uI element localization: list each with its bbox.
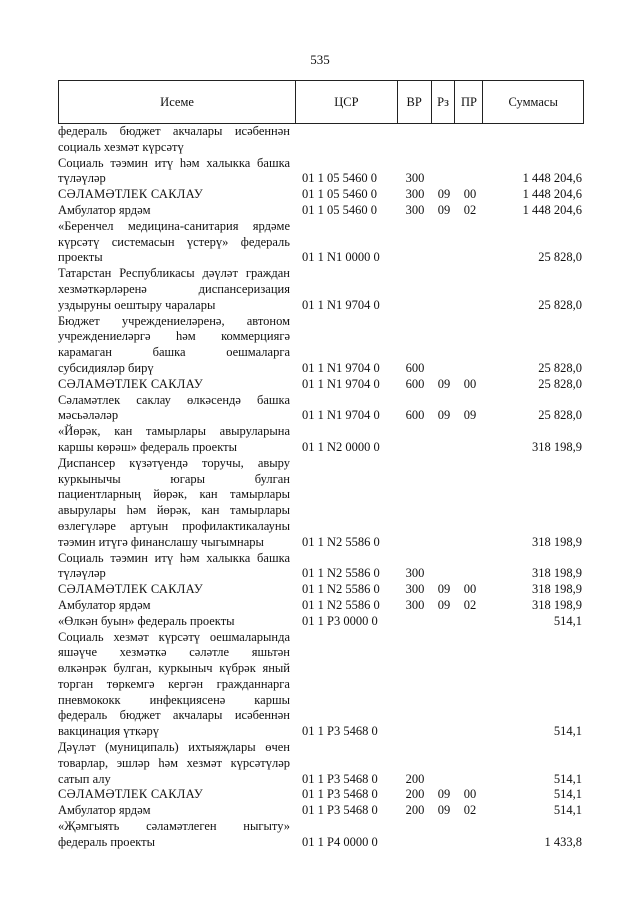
row-csr: 01 1 N2 5586 0 xyxy=(302,597,380,612)
row-name-line: торган төркемгә кергән гражданнарга xyxy=(58,676,290,691)
row-csr: 01 1 P4 0000 0 xyxy=(302,834,378,849)
row-name xyxy=(58,187,296,203)
row-name xyxy=(58,393,296,425)
row-csr: 01 1 P3 5468 0 xyxy=(302,724,378,739)
row-name xyxy=(58,740,296,787)
table-row xyxy=(58,740,584,787)
row-name-line: карамаган башка оешмаларга xyxy=(58,345,290,360)
table-row xyxy=(58,203,584,219)
table-row xyxy=(58,582,584,598)
row-pr: 00 xyxy=(463,582,477,597)
row-name xyxy=(58,819,296,851)
row-vr: 300 xyxy=(405,202,425,217)
row-csr: 01 1 N1 9704 0 xyxy=(302,297,380,312)
row-name-line: авырулары һәм йөрәк, кан тамырлары xyxy=(58,503,290,518)
row-name-line: Амбулатор ярдәм xyxy=(58,597,151,612)
row-name xyxy=(58,424,296,456)
row-name-line: өлкәнрәк булган, куркыныч күбрәк яный xyxy=(58,661,290,676)
row-name-line: пациентларның йөрәк, кан тамырлары xyxy=(58,487,290,502)
table-row xyxy=(58,614,584,630)
row-vr: 300 xyxy=(405,171,425,186)
table-row xyxy=(58,266,584,313)
row-csr: 01 1 N1 9704 0 xyxy=(302,360,380,375)
row-sum: 318 198,9 xyxy=(532,597,582,612)
row-csr: 01 1 P3 5468 0 xyxy=(302,787,378,802)
row-name-line: Диспансер күзәтүендә торучы, авыру xyxy=(58,455,290,470)
row-csr: 01 1 N2 5586 0 xyxy=(302,582,380,597)
row-rz: 09 xyxy=(437,787,451,802)
row-name-line: учреждениеләргә һәм коммерциягә xyxy=(58,329,290,344)
header-name: Исеме xyxy=(59,81,296,123)
table-row xyxy=(58,630,584,741)
row-name-line: мәсьәләләр xyxy=(58,408,119,423)
row-name-line: вакцинация үткәрү xyxy=(58,724,160,739)
row-name-line: яшәүче хезмәткә сәләтле яшьтән xyxy=(58,645,290,660)
row-name-line: Амбулатор ярдәм xyxy=(58,803,151,818)
row-csr: 01 1 N2 0000 0 xyxy=(302,439,380,454)
row-sum: 514,1 xyxy=(553,724,582,739)
row-name-line: хезмәткәрләренә диспансеризация xyxy=(58,281,290,296)
row-csr: 01 1 N1 0000 0 xyxy=(302,250,380,265)
row-rz: 09 xyxy=(437,597,451,612)
row-sum: 1 448 204,6 xyxy=(522,202,582,217)
row-rz: 09 xyxy=(437,803,451,818)
row-name-line: Дәүләт (муниципаль) ихтыяҗлары өчен xyxy=(58,740,290,755)
row-name-line: Социаль тәэмин итү һәм халыкка башка xyxy=(58,155,290,170)
row-name-line: Татарстан Республикасы дәүләт граждан xyxy=(58,266,290,281)
row-name xyxy=(58,124,296,156)
row-sum: 318 198,9 xyxy=(532,566,582,581)
row-name-line: түләүләр xyxy=(58,566,106,581)
row-name xyxy=(58,314,296,377)
row-vr: 200 xyxy=(405,787,425,802)
row-vr: 300 xyxy=(405,597,425,612)
row-vr: 600 xyxy=(405,376,425,391)
row-name-line: каршы көрәш» федераль проекты xyxy=(58,439,237,454)
row-sum: 1 448 204,6 xyxy=(522,171,582,186)
row-name-line: куркынычы югары булган xyxy=(58,471,290,486)
row-name-line: «Беренчел медицина-санитария ярдәме xyxy=(58,218,290,233)
page-number: 535 xyxy=(310,52,330,67)
table-header xyxy=(58,80,584,124)
row-csr: 01 1 05 5460 0 xyxy=(302,202,377,217)
row-sum: 25 828,0 xyxy=(538,360,582,375)
row-name xyxy=(58,787,296,803)
table-row xyxy=(58,377,584,393)
row-name xyxy=(58,203,296,219)
table-row xyxy=(58,424,584,456)
row-name xyxy=(58,598,296,614)
row-rz: 09 xyxy=(437,582,451,597)
row-vr: 300 xyxy=(405,582,425,597)
row-pr: 09 xyxy=(463,408,477,423)
row-name-line: сатып алу xyxy=(58,771,111,786)
row-sum: 25 828,0 xyxy=(538,297,582,312)
row-sum: 1 433,8 xyxy=(544,834,582,849)
row-name-line: СӘЛАМӘТЛЕК САКЛАУ xyxy=(58,187,204,202)
row-rz: 09 xyxy=(437,408,451,423)
row-name-line: федераль бюджет акчалары исәбеннән xyxy=(58,708,290,723)
row-rz: 09 xyxy=(437,187,451,202)
table-row xyxy=(58,803,584,819)
row-csr: 01 1 P3 0000 0 xyxy=(302,613,378,628)
row-sum: 318 198,9 xyxy=(532,582,582,597)
row-name xyxy=(58,456,296,551)
row-name-line: Социаль тәэмин итү һәм халыкка башка xyxy=(58,550,290,565)
row-name-line: тәэмин итүгә финанслашу чыгымнары xyxy=(58,534,264,549)
row-name-line: Социаль хезмәт күрсәтү оешмаларында xyxy=(58,629,290,644)
row-name-line: күрсәтү системасын үстерү» федераль xyxy=(58,234,290,249)
row-name xyxy=(58,377,296,393)
table-row xyxy=(58,393,584,425)
row-sum: 514,1 xyxy=(553,803,582,818)
row-name xyxy=(58,614,296,630)
row-vr: 600 xyxy=(405,360,425,375)
header-vr: ВР xyxy=(398,81,432,123)
row-name-line: СӘЛАМӘТЛЕК САКЛАУ xyxy=(58,787,204,802)
row-csr: 01 1 N2 5586 0 xyxy=(302,566,380,581)
table-row xyxy=(58,219,584,266)
row-sum: 514,1 xyxy=(553,771,582,786)
row-name xyxy=(58,156,296,188)
row-name xyxy=(58,803,296,819)
row-csr: 01 1 N2 5586 0 xyxy=(302,534,380,549)
header-csr: ЦСР xyxy=(296,81,398,123)
table-row xyxy=(58,156,584,188)
row-csr: 01 1 P3 5468 0 xyxy=(302,771,378,786)
table-row xyxy=(58,551,584,583)
row-name xyxy=(58,582,296,598)
row-csr: 01 1 05 5460 0 xyxy=(302,187,377,202)
row-sum: 1 448 204,6 xyxy=(522,187,582,202)
row-name-line: товарлар, эшләр һәм хезмәт күрсәтүләр xyxy=(58,755,290,770)
row-name xyxy=(58,551,296,583)
row-pr: 00 xyxy=(463,787,477,802)
row-name-line: «Йөрәк, кан тамырлары авыруларына xyxy=(58,424,290,439)
table-row xyxy=(58,819,584,851)
table-row xyxy=(58,124,584,156)
row-sum: 514,1 xyxy=(553,613,582,628)
row-name-line: социаль хезмәт күрсәтү xyxy=(58,139,184,154)
row-rz: 09 xyxy=(437,376,451,391)
row-csr: 01 1 05 5460 0 xyxy=(302,171,377,186)
row-pr: 02 xyxy=(463,202,477,217)
table-row xyxy=(58,187,584,203)
row-name xyxy=(58,219,296,266)
row-name-line: Амбулатор ярдәм xyxy=(58,202,151,217)
row-name-line: СӘЛАМӘТЛЕК САКЛАУ xyxy=(58,376,204,391)
row-sum: 25 828,0 xyxy=(538,408,582,423)
row-name-line: түләүләр xyxy=(58,171,106,186)
row-name-line: «Җәмгыять сәламәтлеген ныгыту» xyxy=(58,819,290,834)
row-sum: 318 198,9 xyxy=(532,534,582,549)
row-name-line: Бюджет учреждениеләренә, автоном xyxy=(58,313,290,328)
row-pr: 00 xyxy=(463,376,477,391)
row-sum: 318 198,9 xyxy=(532,439,582,454)
row-pr: 02 xyxy=(463,803,477,818)
row-sum: 25 828,0 xyxy=(538,376,582,391)
table-body xyxy=(58,124,584,851)
row-name-line: «Өлкән буын» федераль проекты xyxy=(58,613,235,628)
row-sum: 514,1 xyxy=(553,787,582,802)
row-name-line: федераль бюджет акчалары исәбеннән xyxy=(58,124,290,138)
row-pr: 00 xyxy=(463,187,477,202)
row-vr: 300 xyxy=(405,187,425,202)
row-name-line: проекты xyxy=(58,250,103,265)
row-name xyxy=(58,266,296,313)
table-row xyxy=(58,598,584,614)
header-rz: Рз xyxy=(432,81,456,123)
table-row xyxy=(58,456,584,551)
row-pr: 02 xyxy=(463,597,477,612)
header-pr: ПР xyxy=(455,81,483,123)
row-csr: 01 1 P3 5468 0 xyxy=(302,803,378,818)
row-name-line: федераль проекты xyxy=(58,834,156,849)
row-name-line: Сәламәтлек саклау өлкәсендә башка xyxy=(58,392,290,407)
row-sum: 25 828,0 xyxy=(538,250,582,265)
row-vr: 200 xyxy=(405,803,425,818)
row-name-line: өзлегүләре артуын профилактикалауны xyxy=(58,518,290,533)
table-row xyxy=(58,314,584,377)
row-vr: 600 xyxy=(405,408,425,423)
row-name-line: СӘЛАМӘТЛЕК САКЛАУ xyxy=(58,582,204,597)
row-name-line: пневмококк инфекциясенә каршы xyxy=(58,692,290,707)
header-sum: Суммасы xyxy=(508,94,558,109)
row-csr: 01 1 N1 9704 0 xyxy=(302,376,380,391)
row-csr: 01 1 N1 9704 0 xyxy=(302,408,380,423)
table-row xyxy=(58,787,584,803)
row-name xyxy=(58,630,296,741)
row-vr: 200 xyxy=(405,771,425,786)
row-name-line: субсидияләр бирү xyxy=(58,360,154,375)
row-rz: 09 xyxy=(437,202,451,217)
row-vr: 300 xyxy=(405,566,425,581)
row-name-line: уздыруны оештыру чаралары xyxy=(58,297,216,312)
